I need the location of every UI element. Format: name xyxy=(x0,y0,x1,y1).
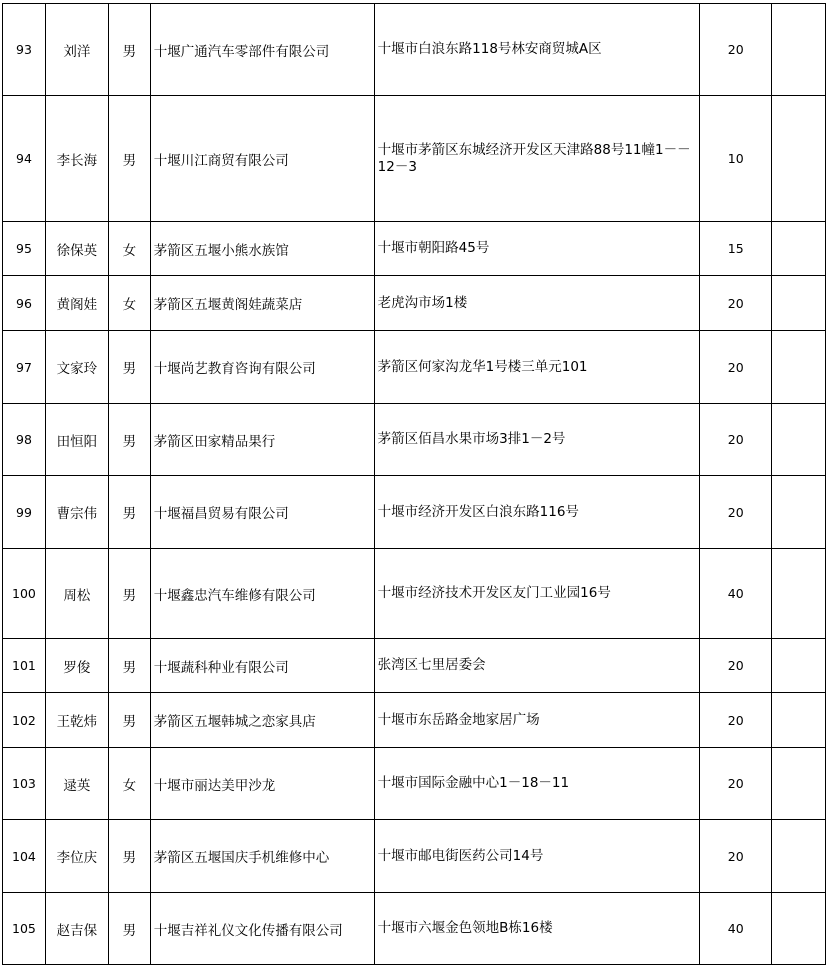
cell-note xyxy=(772,893,826,965)
cell-row-number: 96 xyxy=(3,276,46,331)
cell-person-name: 李位庆 xyxy=(45,820,108,893)
cell-person-name: 田恒阳 xyxy=(45,404,108,476)
cell-address: 十堰市国际金融中心1－18－11 xyxy=(374,748,700,820)
table-row xyxy=(3,331,826,404)
cell-count: 20 xyxy=(700,331,772,404)
cell-company-name: 十堰福昌贸易有限公司 xyxy=(150,476,374,549)
cell-note xyxy=(772,476,826,549)
cell-company-name: 十堰蔬科种业有限公司 xyxy=(150,639,374,693)
cell-count: 20 xyxy=(700,276,772,331)
cell-row-number: 100 xyxy=(3,549,46,639)
cell-address: 老虎沟市场1楼 xyxy=(374,276,700,331)
cell-row-number: 105 xyxy=(3,893,46,965)
table-row xyxy=(3,549,826,639)
cell-row-number: 103 xyxy=(3,748,46,820)
table-body xyxy=(3,4,826,965)
cell-address: 十堰市茅箭区东城经济开发区天津路88号11幢1－－12－3 xyxy=(374,96,700,222)
cell-gender: 男 xyxy=(108,4,150,96)
cell-person-name: 罗俊 xyxy=(45,639,108,693)
cell-count: 10 xyxy=(700,96,772,222)
cell-note xyxy=(772,693,826,748)
table-row xyxy=(3,276,826,331)
cell-count: 20 xyxy=(700,639,772,693)
cell-gender: 男 xyxy=(108,331,150,404)
cell-row-number: 93 xyxy=(3,4,46,96)
table-row xyxy=(3,639,826,693)
cell-note xyxy=(772,639,826,693)
cell-company-name: 茅箭区五堰小熊水族馆 xyxy=(150,222,374,276)
cell-count: 15 xyxy=(700,222,772,276)
table-row xyxy=(3,96,826,222)
cell-row-number: 98 xyxy=(3,404,46,476)
cell-person-name: 文家玲 xyxy=(45,331,108,404)
cell-note xyxy=(772,820,826,893)
cell-row-number: 101 xyxy=(3,639,46,693)
cell-gender: 男 xyxy=(108,820,150,893)
table-row xyxy=(3,222,826,276)
cell-person-name: 李长海 xyxy=(45,96,108,222)
cell-gender: 男 xyxy=(108,549,150,639)
cell-note xyxy=(772,96,826,222)
table-row xyxy=(3,693,826,748)
cell-person-name: 曹宗伟 xyxy=(45,476,108,549)
cell-company-name: 十堰川江商贸有限公司 xyxy=(150,96,374,222)
cell-company-name: 十堰鑫忠汽车维修有限公司 xyxy=(150,549,374,639)
cell-note xyxy=(772,331,826,404)
table-row xyxy=(3,404,826,476)
cell-company-name: 十堰尚艺教育咨询有限公司 xyxy=(150,331,374,404)
cell-person-name: 黄阁娃 xyxy=(45,276,108,331)
cell-address: 十堰市六堰金色领地B栋16楼 xyxy=(374,893,700,965)
cell-gender: 男 xyxy=(108,893,150,965)
cell-gender: 女 xyxy=(108,748,150,820)
cell-address: 十堰市经济技术开发区友门工业园16号 xyxy=(374,549,700,639)
cell-row-number: 95 xyxy=(3,222,46,276)
cell-gender: 女 xyxy=(108,222,150,276)
cell-count: 20 xyxy=(700,476,772,549)
cell-address: 十堰市东岳路金地家居广场 xyxy=(374,693,700,748)
cell-person-name: 逯英 xyxy=(45,748,108,820)
cell-note xyxy=(772,404,826,476)
cell-gender: 女 xyxy=(108,276,150,331)
cell-count: 20 xyxy=(700,820,772,893)
cell-note xyxy=(772,748,826,820)
table-row xyxy=(3,893,826,965)
cell-note xyxy=(772,222,826,276)
cell-company-name: 茅箭区五堰国庆手机维修中心 xyxy=(150,820,374,893)
cell-person-name: 王乾炜 xyxy=(45,693,108,748)
cell-company-name: 茅箭区田家精品果行 xyxy=(150,404,374,476)
cell-gender: 男 xyxy=(108,639,150,693)
cell-address: 十堰市白浪东路118号林安商贸城A区 xyxy=(374,4,700,96)
cell-count: 20 xyxy=(700,404,772,476)
cell-company-name: 十堰市丽达美甲沙龙 xyxy=(150,748,374,820)
cell-address: 张湾区七里居委会 xyxy=(374,639,700,693)
cell-gender: 男 xyxy=(108,476,150,549)
cell-row-number: 104 xyxy=(3,820,46,893)
cell-row-number: 99 xyxy=(3,476,46,549)
cell-row-number: 97 xyxy=(3,331,46,404)
cell-company-name: 十堰吉祥礼仪文化传播有限公司 xyxy=(150,893,374,965)
table-row xyxy=(3,748,826,820)
table-row xyxy=(3,820,826,893)
table-row xyxy=(3,4,826,96)
cell-person-name: 徐保英 xyxy=(45,222,108,276)
cell-company-name: 茅箭区五堰黄阁娃蔬菜店 xyxy=(150,276,374,331)
cell-address: 茅箭区佰昌水果市场3排1－2号 xyxy=(374,404,700,476)
cell-count: 40 xyxy=(700,893,772,965)
cell-company-name: 茅箭区五堰韩城之恋家具店 xyxy=(150,693,374,748)
cell-person-name: 赵吉保 xyxy=(45,893,108,965)
cell-gender: 男 xyxy=(108,404,150,476)
cell-count: 20 xyxy=(700,693,772,748)
cell-count: 40 xyxy=(700,549,772,639)
cell-person-name: 刘洋 xyxy=(45,4,108,96)
cell-address: 十堰市经济开发区白浪东路116号 xyxy=(374,476,700,549)
cell-gender: 男 xyxy=(108,96,150,222)
cell-note xyxy=(772,276,826,331)
cell-address: 茅箭区何家沟龙华1号楼三单元101 xyxy=(374,331,700,404)
cell-count: 20 xyxy=(700,4,772,96)
cell-gender: 男 xyxy=(108,693,150,748)
cell-person-name: 周松 xyxy=(45,549,108,639)
cell-count: 20 xyxy=(700,748,772,820)
cell-company-name: 十堰广通汽车零部件有限公司 xyxy=(150,4,374,96)
cell-row-number: 94 xyxy=(3,96,46,222)
cell-address: 十堰市朝阳路45号 xyxy=(374,222,700,276)
table-row xyxy=(3,476,826,549)
roster-table xyxy=(2,3,826,965)
cell-note xyxy=(772,549,826,639)
cell-note xyxy=(772,4,826,96)
cell-row-number: 102 xyxy=(3,693,46,748)
cell-address: 十堰市邮电街医药公司14号 xyxy=(374,820,700,893)
